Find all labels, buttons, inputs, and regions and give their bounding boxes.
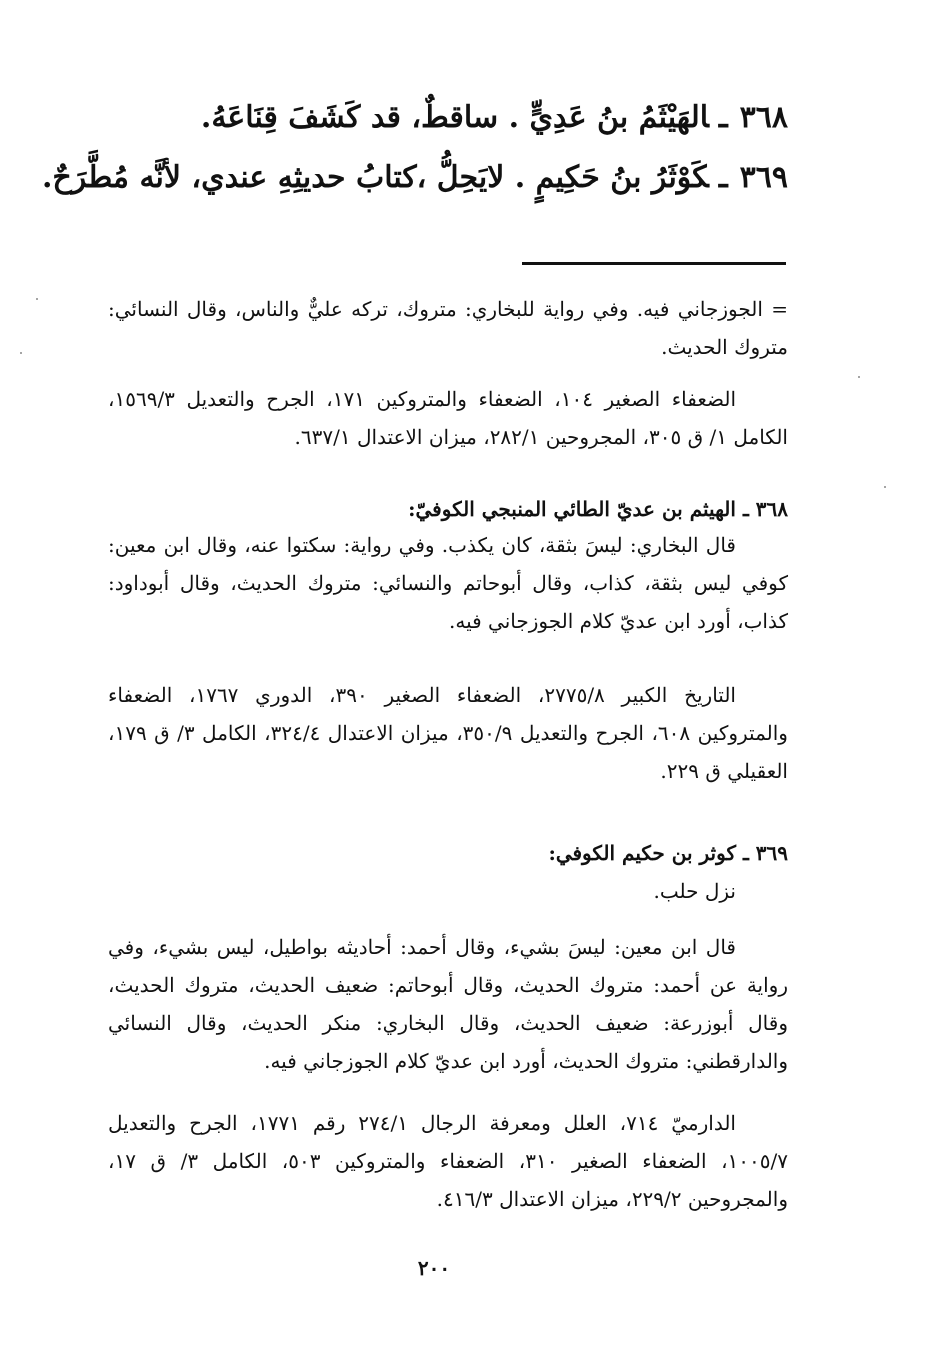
footnote-number: ٣٦٨: [755, 497, 788, 521]
footnote-body-368: قال البخاري: ليسَ بثقة، كان يكذب. وفي رواية: سكتوا عنه، وقال ابن معين: كوفي ليس بثقة، كذاب، وقال أبوحاتم والنسائي: متروك الحديث، وقال أبوداود: كذاب، أورد ابن عديّ كلام الجوزجاني فيه.: [108, 533, 788, 633]
footnote-dash: ـ: [742, 497, 749, 521]
entry-number: ٣٦٩: [739, 160, 788, 195]
entry-text: كَوْثَرُ بنُ حَكِيمٍ . لايَحِلُّ ،كتابُ حديثِهِ عندي، لأنَّه مُطَّرَحٌ.: [41, 160, 709, 195]
footnote-references-previous: الضعفاء الصغير ١٠٤، الضعفاء والمتروكين ١٧١، الجرح والتعديل ١٥٦٩/٣، الكامل ١/ ق ٣٠٥، المجروحين ٢٨٢/١، ميزان الاعتدال ٦٣٧/١.: [108, 387, 788, 449]
entry-dash: ـ: [718, 100, 728, 135]
footnote-number: ٣٦٩: [755, 841, 788, 865]
footnote-heading-text: كوثر بن حكيم الكوفي:: [548, 841, 736, 865]
footnote-dash: ـ: [742, 841, 749, 865]
entry-number: ٣٦٨: [739, 100, 788, 135]
scan-speck: [884, 486, 886, 488]
scan-speck: [36, 298, 38, 300]
entry-368: [88, 100, 788, 135]
footnote-heading-368: [108, 490, 788, 528]
footnote-note-369: نزل حلب.: [653, 879, 736, 903]
entry-369: [41, 160, 788, 195]
scan-speck: [20, 352, 22, 354]
footnote-references-369: الدارميّ ٧١٤، العلل ومعرفة الرجال ٢٧٤/١ رقم ١٧٧١، الجرح والتعديل ١٠٠٥/٧، الضعفاء الصغير ٣١٠، الضعفاء والمتروكين ٥٠٣، الكامل ٣/ ق ١٧، والمجروحين ٢٢٩/٢، ميزان الاعتدال ٤١٦/٣.: [108, 1111, 788, 1211]
footnote-divider: [522, 262, 786, 265]
footnote-heading-text: الهيثم بن عديّ الطائي المنبجي الكوفيّ:: [408, 497, 736, 521]
footnote-heading-369: [108, 834, 788, 872]
scan-speck: [858, 376, 860, 378]
footnote-body-369: قال ابن معين: ليسَ بشيء، وقال أحمد: أحاديثه بواطيل، ليس بشيء، وفي رواية عن أحمد: متروك الحديث، وقال أبوحاتم: ضعيف الحديث، متروك الحديث، وقال أبوزرعة: ضعيف الحديث، وقال البخاري: منكر الحديث، وقال النسائي والدارقطني: متروك الحديث، أورد ابن عديّ كلام الجوزجاني فيه.: [108, 935, 788, 1073]
page-number: ٢٠٠: [417, 1256, 451, 1280]
entry-dash: ـ: [718, 160, 728, 195]
entry-text: الهَيْثَمُ بنُ عَدِيٍّ . ساقطٌ، قد كَشَفَ قِنَاعَهُ.: [200, 100, 709, 135]
footnote-continuation: = الجوزجاني فيه. وفي رواية للبخاري: متروك، تركه عليٌّ والناس، وقال النسائي: متروك الحديث.: [108, 297, 788, 359]
footnote-references-368: التاريخ الكبير ٢٧٧٥/٨، الضعفاء الصغير ٣٩٠، الدوري ١٧٦٧، الضعفاء والمتروكين ٦٠٨، الجرح والتعديل ٣٥٠/٩، ميزان الاعتدال ٣٢٤/٤، الكامل ٣/ ق ١٧٩، العقيلي ق ٢٢٩.: [108, 683, 788, 783]
